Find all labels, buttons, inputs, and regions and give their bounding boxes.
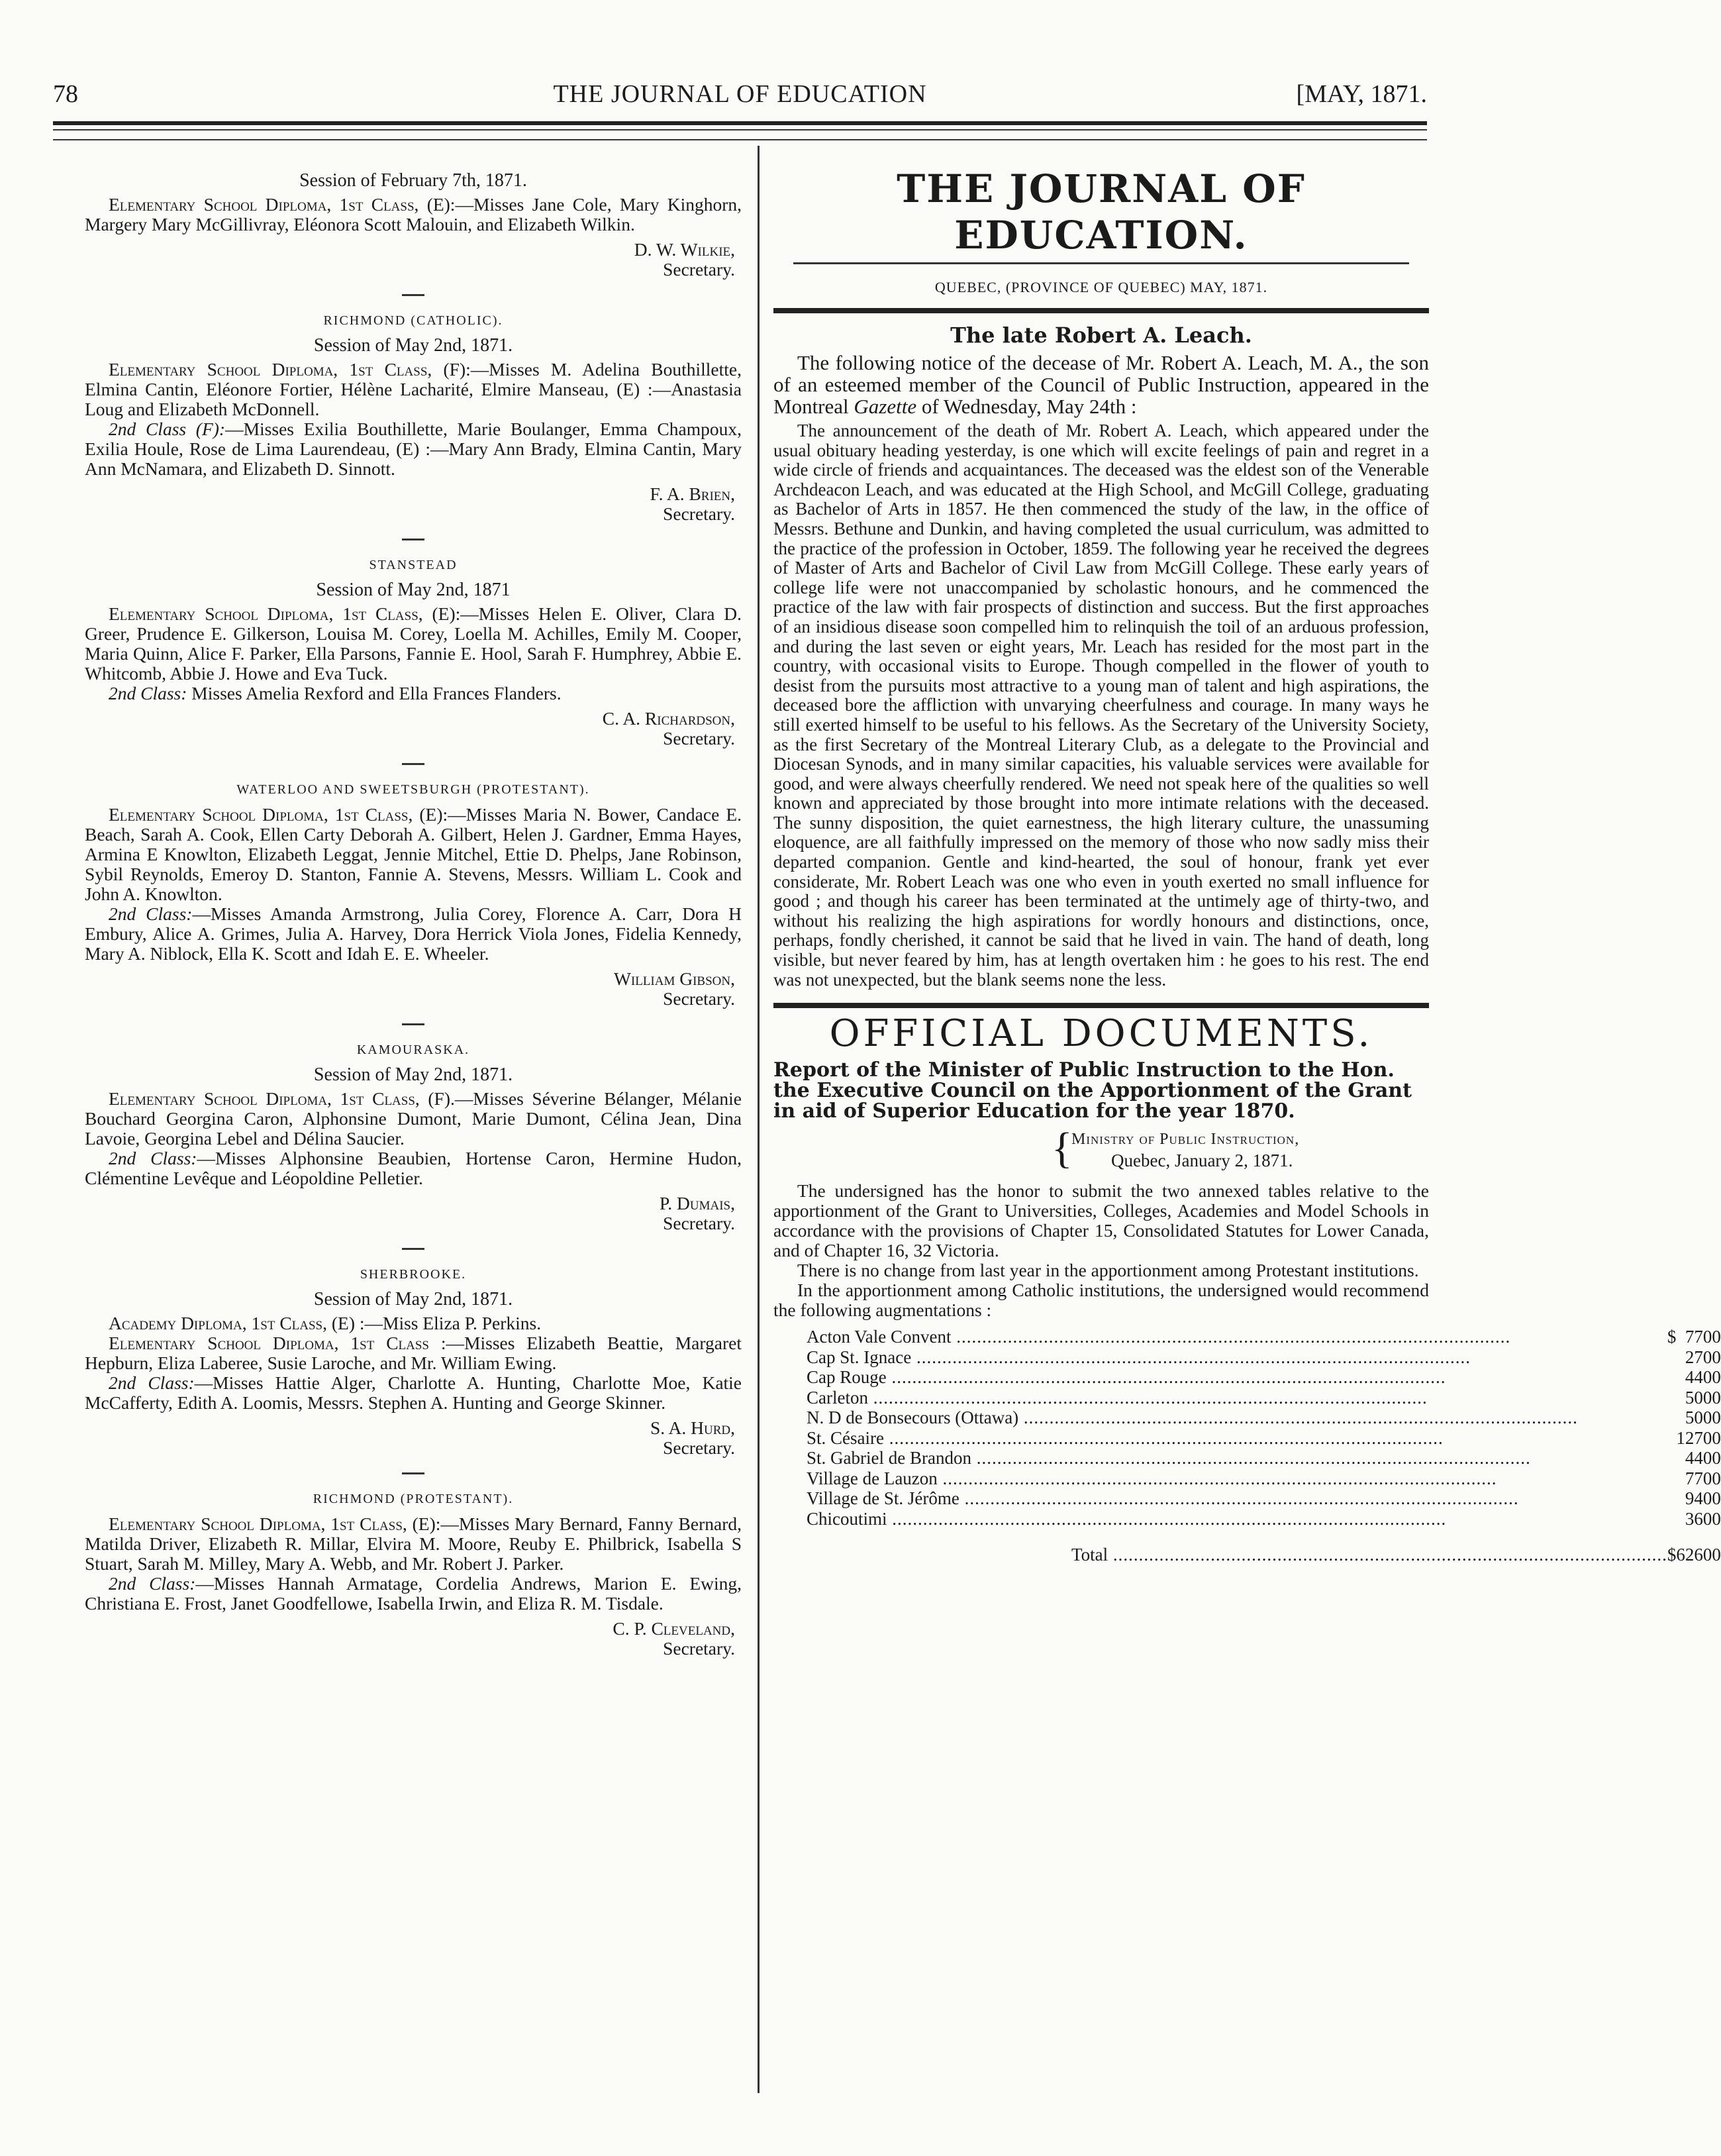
signature: C. A. Richardson, Secretary. xyxy=(602,708,735,748)
amount-cents: 00 xyxy=(1702,1367,1721,1388)
district-heading: KAMOURASKA. xyxy=(356,1043,470,1057)
apportionment-table xyxy=(807,1327,1721,1565)
obituary-title: The late Robert A. Leach. xyxy=(950,323,1252,348)
diploma-paragraph: 2nd Class:—Misses Alphonsine Beaubien, Hortense Caron, Hermine Hudon, Clémentine Levêque and Léopoldine Pelletier. xyxy=(85,1148,742,1188)
ministry-date: Quebec, January 2, 1871. xyxy=(1111,1151,1293,1171)
table-row xyxy=(807,1347,1721,1368)
title-rule xyxy=(773,308,1429,313)
amount-dollars: 94 xyxy=(1685,1488,1703,1509)
section-separator xyxy=(402,294,424,296)
table-row xyxy=(807,1428,1721,1449)
header-rule-thin-2 xyxy=(53,139,1427,140)
journal-subtitle: QUEBEC, (PROVINCE OF QUEBEC) MAY, 1871. xyxy=(934,279,1268,295)
report-title: Report of the Minister of Public Instruction to the Hon. the Executive Council on the Apportionment of the Grant in aid of Superior Education for the year 1870. xyxy=(773,1058,1412,1123)
district-heading: SHERBROOKE. xyxy=(360,1267,467,1282)
total-label: Total xyxy=(1071,1545,1108,1565)
institution-name: Carleton xyxy=(807,1387,868,1408)
amount-dollars: 50 xyxy=(1685,1408,1703,1428)
diploma-paragraph: 2nd Class:—Misses Hattie Alger, Charlotte A. Hunting, Charlotte Moe, Katie McCafferty, Edith A. Loomis, Messrs. Stephen A. Hunting and George Skinner. xyxy=(85,1372,742,1413)
obituary-intro: The following notice of the decease of Mr. Robert A. Leach, M. A., the son of an esteemed member of the Council of Public Instruction, appeared in the Montreal Gazette of Wednesday, May 24th : xyxy=(773,351,1429,418)
institution-name: Village de Lauzon xyxy=(807,1468,938,1488)
table-row xyxy=(807,1448,1721,1468)
signature: P. Dumais, Secretary. xyxy=(660,1193,735,1233)
table-row xyxy=(807,1488,1721,1509)
report-paragraph: In the apportionment among Catholic institutions, the undersigned would recommend the following augmentations : xyxy=(773,1280,1429,1321)
amount-cents: 00 xyxy=(1702,1387,1721,1408)
diploma-paragraph: 2nd Class (F):—Misses Exilia Bouthillette, Marie Boulanger, Emma Champoux, Exilia Houle, Rose de Lima Laurendeau, (E) :—Mary Ann Brady, Elmina Cantin, Mary Ann McNamara, and Elizabeth D. Sinnott. xyxy=(85,419,742,479)
district-heading: WATERLOO AND SWEETSBURGH (PROTESTANT). xyxy=(236,782,590,797)
institution-name: St. Césaire xyxy=(807,1427,884,1448)
page-header xyxy=(53,79,1427,119)
district-heading: RICHMOND (PROTESTANT). xyxy=(313,1492,514,1506)
district-heading: RICHMOND (CATHOLIC). xyxy=(323,313,503,328)
header-rule-thin xyxy=(53,129,1427,130)
diploma-paragraph: 2nd Class: Misses Amelia Rexford and Ella Frances Flanders. xyxy=(109,683,562,703)
amount-cents: 00 xyxy=(1702,1488,1721,1509)
amount-dollars: 36 xyxy=(1685,1508,1703,1529)
amount-dollars: 77 xyxy=(1685,1468,1703,1488)
diploma-paragraph: Academy Diploma, 1st Class, (E) :—Miss Eliza P. Perkins. xyxy=(109,1313,542,1333)
session-heading: Session of May 2nd, 1871. xyxy=(313,335,513,356)
table-row xyxy=(807,1509,1721,1529)
amount-dollars: 127 xyxy=(1676,1427,1703,1448)
title-underline xyxy=(793,262,1409,264)
total-cents: 00 xyxy=(1702,1545,1721,1565)
report-paragraph: There is no change from last year in the apportionment among Protestant institutions. xyxy=(797,1260,1419,1281)
amount-cents: 00 xyxy=(1702,1508,1721,1529)
institution-name: St. Gabriel de Brandon xyxy=(807,1448,971,1468)
diploma-paragraph: 2nd Class:—Misses Hannah Armatage, Cordelia Andrews, Marion E. Ewing, Christiana E. Frost, Janet Goodfellowe, Isabella Irwin, and Eliza R. M. Tisdale. xyxy=(85,1573,742,1614)
report-paragraph: The undersigned has the honor to submit the two annexed tables relative to the apportionment of the Grant to Universities, Colleges, Academies and Model Schools in accordance with the provisions of Chapter 15, Consolidated Statutes for Lower Canada, and of Chapter 16, 32 Victoria. xyxy=(773,1180,1429,1261)
section-separator xyxy=(402,1248,424,1250)
amount-cents: 00 xyxy=(1702,1468,1721,1488)
signature: William Gibson, Secretary. xyxy=(613,968,735,1009)
diploma-paragraph: 2nd Class:—Misses Amanda Armstrong, Julia Corey, Florence A. Carr, Dora H Embury, Alice A. Grimes, Julia A. Harvey, Dora Herrick Viola Jones, Fidelia Kennedy, Mary A. Niblock, Ella K. Scott and Idah E. E. Wheeler. xyxy=(85,903,742,964)
institution-name: Cap Rouge xyxy=(807,1367,887,1388)
section-separator xyxy=(402,763,424,765)
session-heading: Session of May 2nd, 1871 xyxy=(316,580,511,600)
amount-cents: 00 xyxy=(1702,1448,1721,1468)
table-row xyxy=(807,1468,1721,1489)
amount-cents: 00 xyxy=(1702,1347,1721,1367)
table-row xyxy=(807,1327,1721,1347)
session-heading: Session of May 2nd, 1871. xyxy=(313,1064,513,1085)
total-row xyxy=(807,1529,1721,1565)
page-number: 78 xyxy=(53,80,78,108)
signature: C. P. Cleveland, Secretary. xyxy=(613,1618,735,1659)
amount-dollars: 77 xyxy=(1685,1327,1703,1347)
total-amount: 626 xyxy=(1676,1545,1703,1565)
institution-name: Chicoutimi xyxy=(807,1508,887,1529)
diploma-paragraph: Elementary School Diploma, 1st Class, (E):—Misses Maria N. Bower, Candace E. Beach, Sarah A. Cook, Ellen Carty Deborah A. Gilbert, Helen J. Gardner, Emma Hayes, Armina E Knowlton, Elizabeth Leggat, Jennie Mitchel, Ettie D. Phelps, Jane Robinson, Sybil Reynolds, Emeroy D. Stanton, Fannie A. Stevens, Messrs. William L. Cook and John A. Knowlton. xyxy=(85,804,742,904)
amount-dollars: 50 xyxy=(1685,1387,1703,1408)
institution-name: Village de St. Jérôme xyxy=(807,1488,959,1509)
obituary-body: The announcement of the death of Mr. Robert A. Leach, which appeared under the usual obituary heading yesterday, is one which will excite feelings of pain and regret in a wide circle of friends and acquaintances. The deceased was the eldest son of the Venerable Archdeacon Leach, and was educated at the High School, and McGill College, graduating as Bachelor of Arts in 1857. He then commenced the study of the law, in the office of Messrs. Bethune and Dunkin, and having completed the usual curriculum, was admitted to the practice of the profession in October, 1859. The following year he received the degrees of Master of Arts and Bachelor of Civil Law from McGill College. These early years of college life were not unaccompanied by scholastic honours, and he commenced the practice of the law with fair prospects of distinction and success. But the first approaches of an insidious disease soon compelled him to relinquish the toil of an arduous profession, and during the last seven or eight years, Mr. Leach has resided for the most part in the country, with occasional visits to Europe. Though compelled in the flower of youth to desist from the pursuits most attractive to a young man of talent and high aspirations, the deceased bore the affliction with unvarying cheerfulness and courage. In many ways he still exerted himself to be useful to his fellows. As the Secretary of the University Society, as the first Secretary of the Montreal Literary Club, as a delegate to the Provincial and Diocesan Synods, and in many similar capacities, his valuable services were available for good, and were always cheerfully rendered. We need not speak here of the qualities so well known and appreciated by those brought into more intimate relations with the deceased. The sunny disposition, the quiet earnestness, the high literary culture, the unassuming eloquence, are all faithfully impressed on the memory of those who now sadly miss their departed companion. Gentle and kind-hearted, the soul of honour, frank yet ever considerate, Mr. Robert Leach was one who even in youth exerted no small influence for good ; and though his career has been terminated at the untimely age of thirty-two, and without his realizing the high aspirations for wordly honours and distinctions, once, perhaps, fondly cherished, it cannot be said that he lived in vain. The hand of death, long visible, but never feared by him, has at length overtaken him : he goes to his rest. The end was not unexpected, but the blank seems none the less. xyxy=(773,421,1429,990)
currency-sign: $ xyxy=(1667,1327,1677,1347)
diploma-paragraph: Elementary School Diploma, 1st Class, (F).—Misses Séverine Bélanger, Mélanie Bouchard Georgina Caron, Alphonsine Dumont, Marie Dumont, Célina Jean, Dina Lavoie, Georgina Lebel and Délina Saucier. xyxy=(85,1088,742,1149)
signature: D. W. Wilkie, Secretary. xyxy=(634,239,735,280)
district-heading: STANSTEAD xyxy=(369,558,458,572)
diploma-paragraph: Elementary School Diploma, 1st Class, (F):—Misses M. Adelina Bouthillette, Elmina Cantin, Eléonore Fortier, Hélène Lacharité, Elmire Manseau, (E) :—Anastasia Loug and Elizabeth McDonnell. xyxy=(85,359,742,419)
journal-title: THE JOURNAL OF EDUCATION. xyxy=(897,166,1306,258)
institution-name: Cap St. Ignace xyxy=(807,1347,912,1367)
signature: S. A. Hurd, Secretary. xyxy=(650,1417,735,1458)
institution-name: Acton Vale Convent xyxy=(807,1327,952,1347)
amount-dollars: 44 xyxy=(1685,1367,1703,1388)
diploma-paragraph: Elementary School Diploma, 1st Class :—Misses Elizabeth Beattie, Margaret Hepburn, Eliza Laberee, Susie Laroche, and Mr. William Ewing. xyxy=(85,1333,742,1373)
header-rule xyxy=(53,121,1427,125)
session-heading: Session of May 2nd, 1871. xyxy=(313,1289,513,1309)
issue-date: [MAY, 1871. xyxy=(1296,80,1427,108)
amount-dollars: 27 xyxy=(1685,1347,1703,1367)
column-divider xyxy=(758,146,760,2093)
amount-dollars: 44 xyxy=(1685,1448,1703,1468)
brace-glyph: { xyxy=(1052,1124,1073,1173)
total-currency: $ xyxy=(1667,1545,1677,1565)
left-column xyxy=(85,171,742,1659)
table-row xyxy=(807,1367,1721,1388)
diploma-paragraph: Elementary School Diploma, 1st Class, (E):—Misses Mary Bernard, Fanny Bernard, Matilda Driver, Elizabeth R. Millar, Elvira M. Moore, Reuby E. Philbrick, Isabella S Stuart, Sarah M. Milley, Mary A. Webb, and Mr. Robert J. Parker. xyxy=(85,1514,742,1574)
amount-cents: 00 xyxy=(1702,1408,1721,1428)
diploma-paragraph: Elementary School Diploma, 1st Class, (E):—Misses Helen E. Oliver, Clara D. Greer, Prudence E. Gilkerson, Louisa M. Corey, Loella M. Achilles, Emily M. Cooper, Maria Quinn, Alice F. Parker, Ella Parsons, Fannie E. Hool, Sarah F. Humphrey, Abbie E. Whitcomb, Abbie J. Howe and Eva Tuck. xyxy=(85,603,742,684)
amount-cents: 00 xyxy=(1702,1427,1721,1448)
ministry-name: Ministry of Public Instruction, xyxy=(1071,1131,1300,1149)
ministry-dateline xyxy=(773,1124,1429,1173)
diploma-paragraph: Elementary School Diploma, 1st Class, (E):—Misses Jane Cole, Mary Kinghorn, Margery Mary McGillivray, Eléonora Scott Malouin, and Elizabeth Wilkin. xyxy=(85,194,742,234)
amount-cents: 00 xyxy=(1702,1327,1721,1347)
institution-name: N. D de Bonsecours (Ottawa) xyxy=(807,1408,1019,1428)
session-heading: Session of February 7th, 1871. xyxy=(299,170,527,191)
right-column xyxy=(773,166,1721,1565)
section-separator xyxy=(402,1472,424,1474)
section-separator xyxy=(402,539,424,540)
running-title: THE JOURNAL OF EDUCATION xyxy=(553,80,927,108)
official-documents-heading: OFFICIAL DOCUMENTS. xyxy=(829,1012,1373,1056)
signature: F. A. Brien, Secretary. xyxy=(650,484,735,524)
section-rule xyxy=(773,1003,1429,1008)
section-separator xyxy=(402,1023,424,1025)
table-row xyxy=(807,1408,1721,1428)
table-row xyxy=(807,1388,1721,1408)
